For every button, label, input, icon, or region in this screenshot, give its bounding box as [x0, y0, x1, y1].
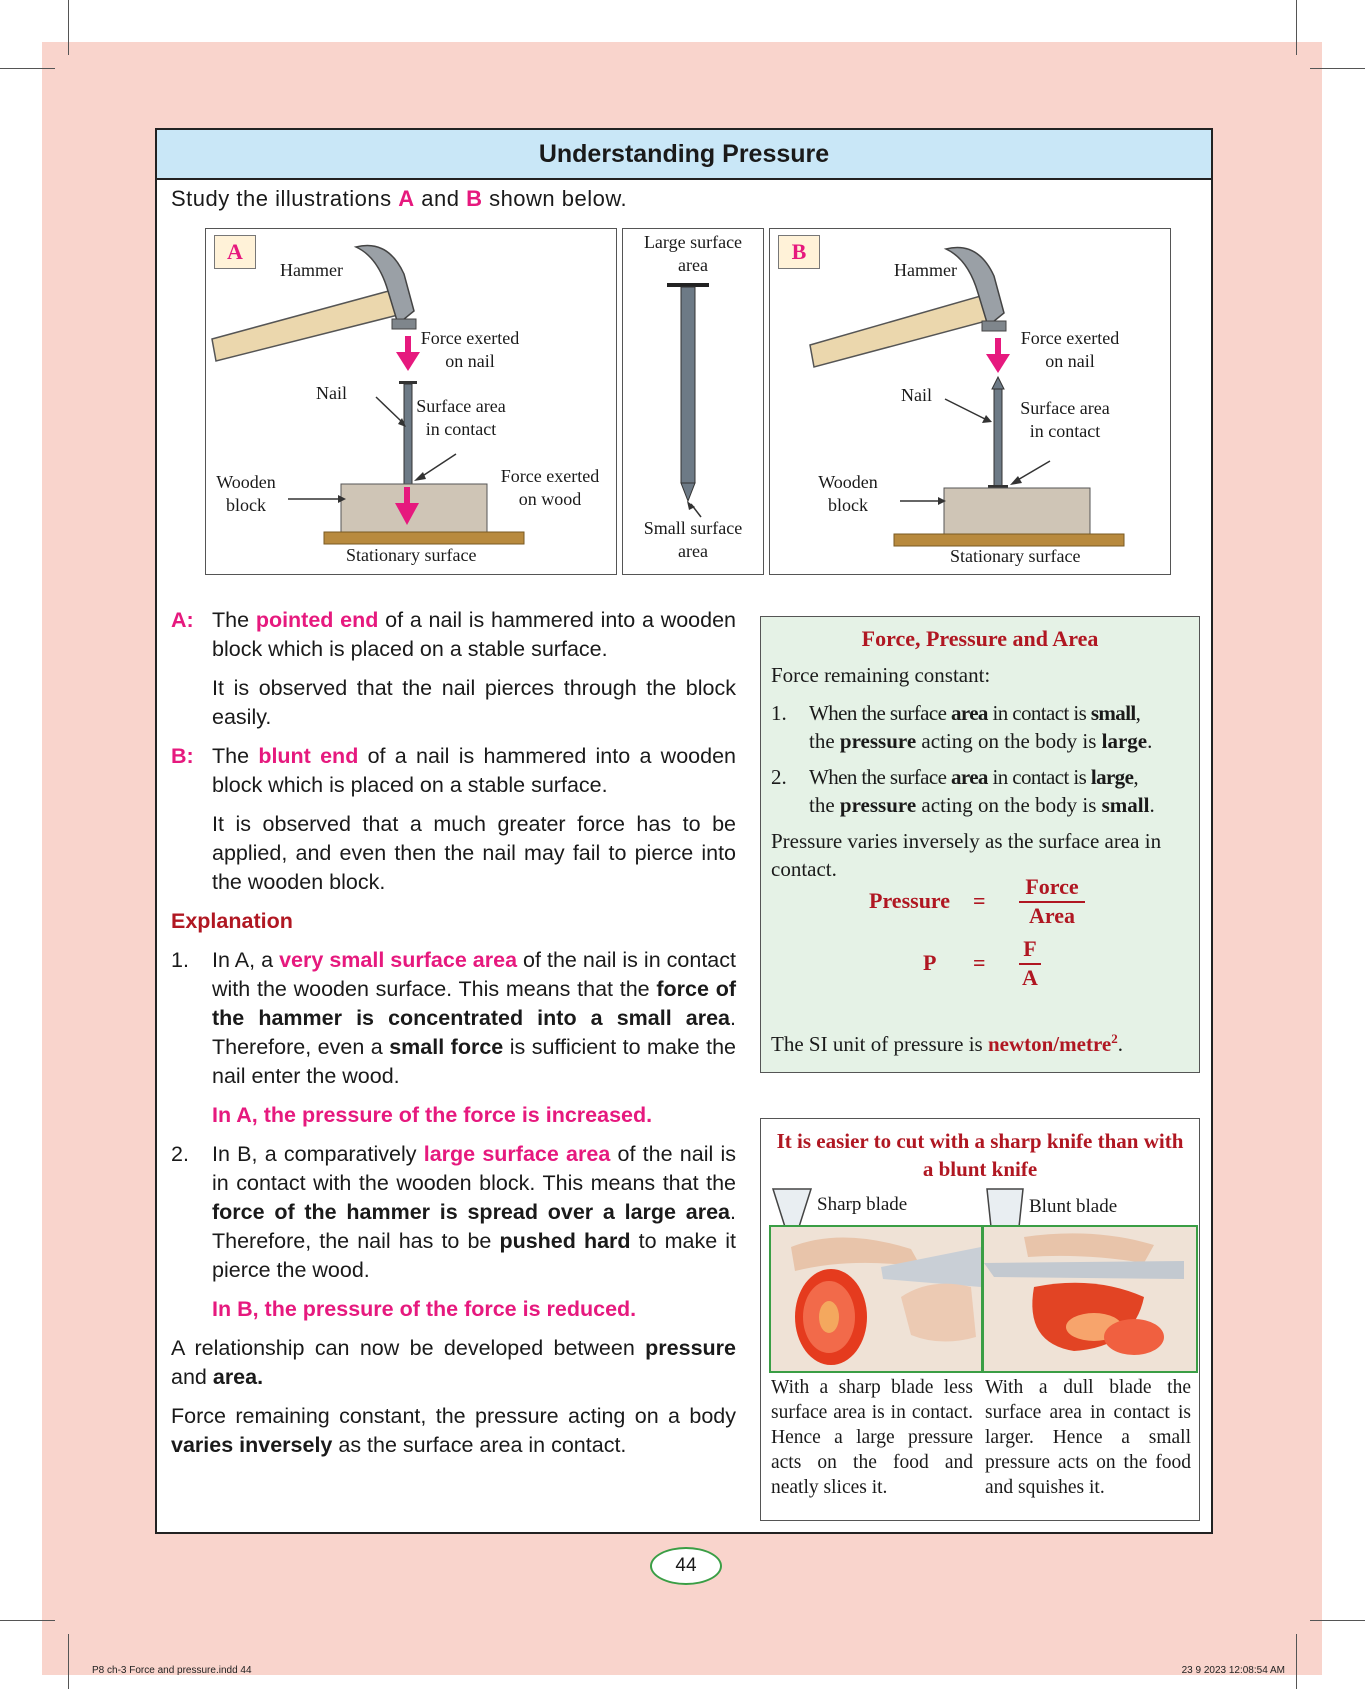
relationship-text: A relationship can now be developed between pressure and area. [171, 1336, 736, 1389]
knife-heading: It is easier to cut with a sharp knife than with a blunt knife [776, 1129, 1184, 1181]
knife-box [760, 1118, 1200, 1521]
final-statement: Force remaining constant, the pressure acting on a body varies inversely as the surface area in contact. [171, 1404, 736, 1457]
force-wood-label: Force exerted on wood [500, 466, 600, 509]
surface-label: Stationary surface [950, 546, 1081, 566]
illustration-a [205, 228, 617, 575]
paragraph-a: A: The pointed end of a nail is hammered into a wooden block which is placed on a stable surface. [171, 608, 737, 661]
observation-b: It is observed that a much greater force has to be applied, and even then the nail may fail to pierce into the wooden block. [212, 812, 736, 894]
formula-denominator: Area [1028, 903, 1076, 928]
si-unit-line: The SI unit of pressure is newton/metre$^2$. [771, 1031, 1123, 1056]
block-label: Wooden block [818, 472, 878, 515]
conclusion-b: In B, the pressure of the force is reduced. [212, 1297, 637, 1321]
left-column [171, 606, 736, 1470]
crop-mark [0, 1620, 55, 1621]
conclusion-a: In A, the pressure of the force is increased. [212, 1103, 653, 1127]
slug-filename: P8 ch-3 Force and pressure.indd 44 [92, 1665, 252, 1676]
rule-1: 1. When the surface area in contact is small, the pressure acting on the body is large. [771, 701, 1153, 753]
formula-p: P [923, 950, 937, 975]
blunt-blade-caption: With a dull blade the surface area in contact is larger. Hence a small pressure acts on the food and squishes it. [985, 1377, 1191, 1498]
formula-a: A [1022, 965, 1038, 990]
constant-line: Force remaining constant: [771, 663, 991, 687]
hammer-label: Hammer [894, 260, 957, 280]
illustration-tag: A [214, 235, 256, 269]
crop-mark [0, 68, 55, 69]
sharp-blade-label: Sharp blade [817, 1194, 908, 1215]
illustration-tag: B [778, 235, 820, 269]
crop-mark [1310, 1620, 1365, 1621]
sharp-knife-photo [769, 1225, 983, 1373]
box-heading: Force, Pressure and Area [861, 626, 1099, 651]
formula-lhs: Pressure [869, 888, 951, 913]
page-title: Understanding Pressure [157, 130, 1211, 180]
crop-mark [1296, 1634, 1297, 1689]
force-pressure-area-box [760, 616, 1200, 1073]
hammer-label: Hammer [280, 260, 343, 280]
nail-label: Nail [901, 385, 932, 405]
slug-timestamp: 23 9 2023 12:08:54 AM [1181, 1665, 1285, 1676]
observation-a: It is observed that the nail pierces through the block easily. [212, 676, 736, 729]
contact-label: Surface area in contact [1020, 398, 1110, 441]
rule-2: 2. When the surface area in contact is large, the pressure acting on the body is small. [771, 765, 1155, 817]
formula-f: F [1023, 936, 1037, 961]
formula-equals: = [973, 950, 986, 975]
explanation-1: 1. In A, a very small surface area of the nail is in contact with the wooden surface. This means that the force of the hammer is concentrated into a small area. Therefore, even a small force is sufficient to make the nail enter the wood. [171, 948, 737, 1088]
formula-numerator: Force [1025, 874, 1079, 899]
small-area-label: Small surface area [643, 518, 743, 561]
large-area-label: Large surface area [643, 232, 743, 275]
force-nail-label: Force exerted on nail [420, 328, 520, 371]
content-frame [155, 128, 1213, 1534]
paragraph-b: B: The blunt end of a nail is hammered into a wooden block which is placed on a stable surface. [171, 744, 736, 797]
explanation-2: 2. In B, a comparatively large surface area of the nail is in contact with the wooden block. This means that the force of the hammer is spread over a large area. Therefore, the nail has to be pushed hard to make it pierce the wood. [171, 1142, 736, 1282]
crop-mark [68, 0, 69, 55]
crop-mark [68, 1634, 69, 1689]
crop-mark [1296, 0, 1297, 55]
explanation-heading: Explanation [171, 909, 293, 933]
surface-label: Stationary surface [346, 545, 477, 565]
blunt-blade-label: Blunt blade [1029, 1196, 1118, 1217]
inverse-statement: Pressure varies inversely as the surface area in contact. [771, 829, 1162, 881]
illustration-nail [622, 228, 764, 575]
illustration-b [769, 228, 1171, 575]
blunt-knife-photo [982, 1225, 1198, 1373]
force-nail-label: Force exerted on nail [1020, 328, 1120, 371]
intro-text: Study the illustrations A and B shown below. [171, 186, 628, 211]
block-label: Wooden block [216, 472, 276, 515]
formula-equals: = [973, 888, 986, 913]
contact-label: Surface area in contact [416, 396, 506, 439]
nail-label: Nail [316, 383, 347, 403]
page-number: 44 [650, 1547, 722, 1585]
sharp-blade-caption: With a sharp blade less surface area is in contact. Hence a large pressure acts on the food and neatly slices it. [771, 1377, 973, 1498]
crop-mark [1310, 68, 1365, 69]
